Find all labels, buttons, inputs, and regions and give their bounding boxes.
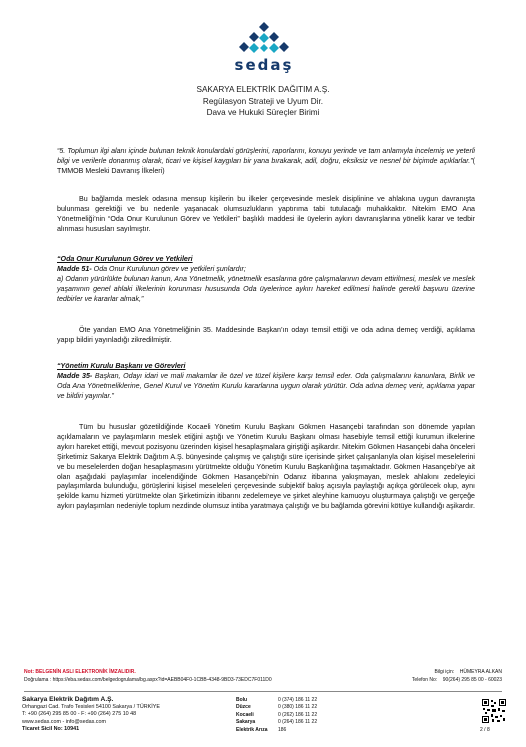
footer-verification <box>24 668 502 684</box>
page-number: 2 / 8 <box>480 727 490 733</box>
electronic-signature-note: Not: BELGENİN ASLI ELEKTRONİK İMZALIDIR. <box>24 669 136 675</box>
info-label: Bilgi için: <box>434 669 455 675</box>
logo-text: sedaş <box>234 56 294 74</box>
phone-row-kocaeli: Kocaeli 0 (262) 186 11 22 <box>236 711 318 718</box>
ethics-quote-text: “5. Toplumun ilgi alanı içinde bulunan teknik konulardaki görüşlerini, raporlarını, konuyu yerinde ve tam anlamıyla incelemiş ve yeterli bilgi ve verilerle donanmış olarak, ticari ve kişisel kaygıları bir yana bırakarak, adil, doğru, eksiksiz ve nesnel bir biçimde açıklarlar.” <box>57 147 475 165</box>
footer-web[interactable]: www.sedas.com - info@sedas.com <box>22 718 106 725</box>
footer-divider <box>24 691 502 692</box>
footer-address: Orhangazi Cad. Trafo Tesisleri 54100 Sakarya / TÜRKİYE <box>22 704 160 710</box>
section-1-item: a) Odanın yürürlükte bulunan kanun, Ana Yönetmelik, yönetmelik esaslarına göre çalışmalarının devam ettirilmesi, meslek ve meslek yaşamının genel ahlaki ilkelerinin korunması hususunda Oda üyelerince aykırı hareket edilmesi halinde gerekli başvuru üzerine tedbirler ve kararlar almak,” <box>57 274 475 303</box>
section-1-title: “Oda Onur Kurulunun Görev ve Yetkileri <box>57 255 193 263</box>
section-onur-kurulu <box>57 255 475 305</box>
company-contact <box>22 696 202 734</box>
info-name: HÜMEYRA ALKAN <box>459 669 502 675</box>
sedas-logo <box>226 20 302 78</box>
department-name: Regülasyon Strateji ve Uyum Dir. <box>202 96 324 106</box>
section-1-article: Madde 51- <box>57 264 92 273</box>
paragraph-2: Öte yandan EMO Ana Yönetmeliğinin 35. Maddesinde Başkan’ın odayı temsil ettiği ve oda adına demeç verdiği, açıklama yapıp bildiri yayınladığı zikredilmiştir. <box>57 326 475 344</box>
phone-row-sakarya: Sakarya 0 (264) 186 11 22 <box>236 719 318 726</box>
footer-company: Sakarya Elektrik Dağıtım A.Ş. <box>22 696 114 703</box>
phone-row-bolu: Bolu 0 (374) 186 11 22 <box>236 697 318 703</box>
footer-phones: T: +90 (264) 295 85 00 - F: +90 (264) 275 10 48 <box>22 711 137 718</box>
tel-value: 90(264) 295 85 00 - 60023 <box>442 677 502 683</box>
ethics-quote <box>57 147 475 177</box>
logo-mark-icon <box>226 20 302 56</box>
footer-registry: Ticaret Sicil No: 10941 <box>22 726 80 733</box>
phone-row-elektrik-ariza: Elektrik Arıza 186 <box>236 726 287 733</box>
regional-phones <box>236 697 317 734</box>
tel-label: Telefon No: <box>411 677 438 683</box>
unit-name: Dava ve Hukuki Süreçler Birimi <box>206 108 320 117</box>
section-2-text: Başkan, Odayı idari ve mali makamlar ile özel ve tüzel kişilere karşı temsil eder. Oda çalışmalarını kanunlara, Birlik ve Oda Ana Yönetmeliklerine, Genel Kurul ve Yönetim Kurulu kararlarına uygun olarak yürütür. Oda adına demeç verir, açıklama yapar ve bildiri yayınlar.” <box>57 371 475 400</box>
paragraph-1: Bu bağlamda meslek odasına mensup kişilerin bu ilkeler çerçevesinde meslek disiplinine ve ahlakına uygun davranışta bulunması gerektiği ve bu nedenle yaşanacak olumsuzlukların yaptırıma tabi tutulacağı muhakkaktır. Nitekim EMO Ana Yönetmeliği’nin “Oda Onur Kurulunun Görev ve Yetkileri” başlıklı maddesi ile üyelerin aykırı davranışlarına yönelik karar ve tedbir alınması hususları sayılmıştır. <box>57 195 475 233</box>
section-2-article: Madde 35- <box>57 371 93 380</box>
phone-row-duzce: Düzce 0 (380) 186 11 22 <box>236 704 318 711</box>
document-heading <box>0 84 526 119</box>
ethics-quote-source: ( TMMOB Mesleki Davranış İlkeleri) <box>57 156 475 175</box>
company-name: SAKARYA ELEKTRİK DAĞITIM A.Ş. <box>196 85 330 94</box>
section-yonetim-kurulu <box>57 362 475 402</box>
section-2-title: “Yönetim Kurulu Başkanı ve Görevleri <box>57 362 186 370</box>
qr-code-icon <box>482 699 506 723</box>
section-1-intro: Oda Onur Kurulunun görev ve yetkileri şunlardır; <box>91 264 246 273</box>
verification-link[interactable]: Doğrulama : https://eba.sedas.com/belgedogrulama/bg.aspx?id=AEBB04F0-1CBB-4348-9BD3-73EDC7F011D0 <box>24 677 272 683</box>
paragraph-3: Tüm bu hususlar gözetildiğinde Kocaeli Yönetim Kurulu Başkanı Gökmen Hasançebi tarafından son dönemde yapılan açıklamaların ve paylaşımların meslek etiğini aştığı ve Yönetim Kurulu Başkanı olması hasebiyle temsil ettiği kurumun ilkelerine aykırı hareket ettiği, mevcut pozisyonu üzerinden kişisel hesaplaşmalara giriştiği aşikardır. Nitekim Gökmen Hasançebi daha önceleri Şirketimiz Sakarya Elektrik Dağıtım A.Ş. bünyesinde çalışmış ve çalıştığı süre içerisinde şirket çalışanlarıyla olan kişisel meselelerini ve bu meselelerden doğan hesaplaşmasını yürütmekte olduğu Yönetim Kurulu Başkanlığına taşımaktadır. Gökmen Hasançebi’ye ait olan aşağıdaki paylaşımlar incelendiğinde Gökmen Hasançebi’nin Odanız itibarına yakışmayan, meslek ahlakını zedeleyici paylaşımlarda bulunduğu, görüşlerini kişisel meseleleri çerçevesinde subjektif bakış açısıyla paylaştığı açıkça görülecek olup, aynı şekilde kamu hizmeti yürütmekte olan Şirketimizin itibarını zedelemeye ve şirket aleyhine kamuoyu oluşturmaya çalıştığı ve gerçeğe aykırı paylaşımları nedeniyle toplum nezdinde olumsuz intiba yaratmaya çalıştığı ve bu bağlamda görevini kötüye kullandığı aşikardır. <box>57 423 475 511</box>
